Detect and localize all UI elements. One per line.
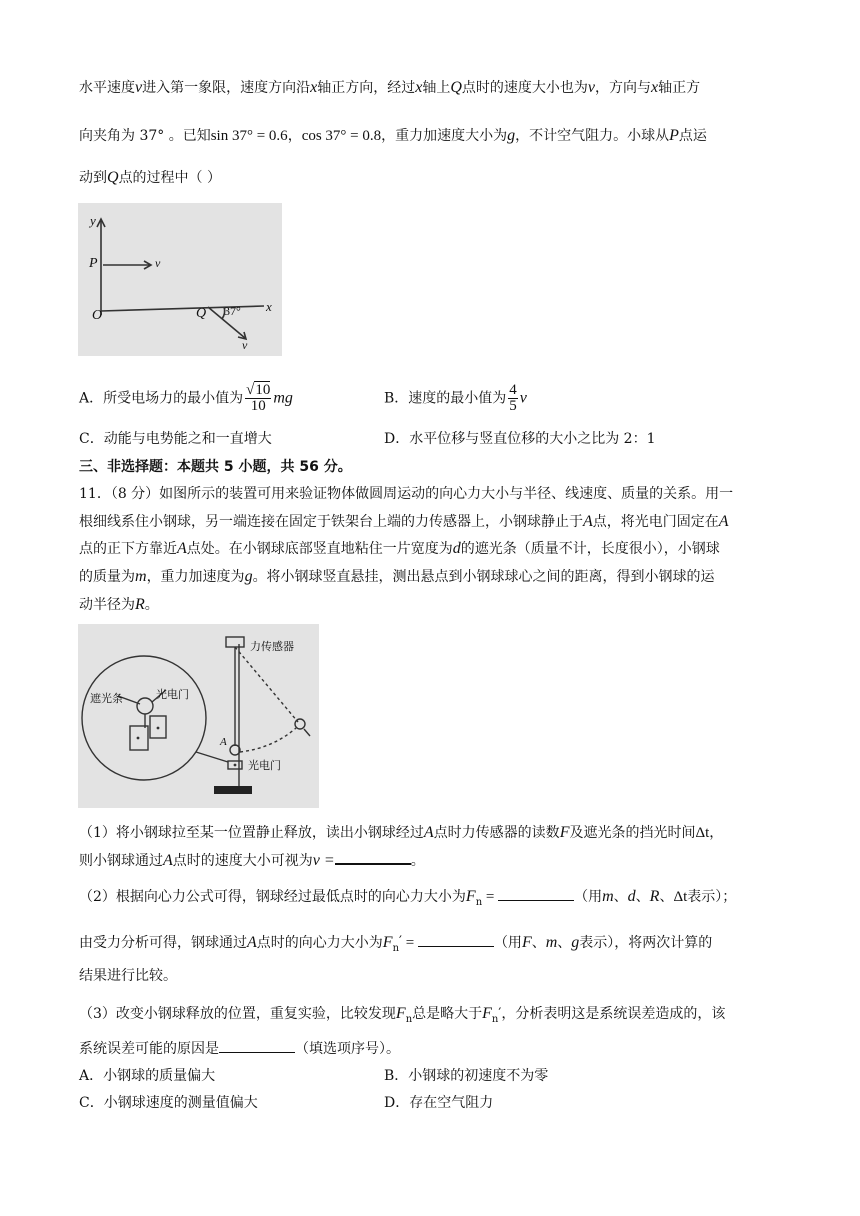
swing-path (240, 728, 296, 752)
photogate-label-bottom: 光电门 (248, 759, 281, 772)
q1-line-b: 则小钢球通过A点时的速度大小可视为v = 。 (79, 849, 425, 871)
answer-blank-2[interactable] (498, 886, 574, 901)
x-axis-label: x (266, 299, 272, 314)
p11-option-c: C．小钢球速度的测量值偏大 (79, 1095, 258, 1111)
p10-line3: 动到Q点的过程中（ ） (79, 169, 222, 186)
force-sensor-box (226, 637, 244, 647)
p10-option-a: A．所受电场力的最小值为 $\frac{√10}{10}$ mg (79, 382, 293, 414)
p11-line1: 11．（8 分）如图所示的装置可用来验证物体做圆周运动的向心力大小与半径、线速度、质量的关系。用一 (79, 486, 734, 502)
ball-swung (295, 719, 305, 729)
q2-line-c: 结果进行比较。 (79, 968, 177, 984)
p11-line3: 点的正下方靠近A点处。在小钢球底部竖直地粘住一片宽度为d的遮光条（质量不计，长度很小），小钢球 (79, 540, 720, 557)
photogate-label-top: 光电门 (156, 688, 189, 701)
p10-option-c: C．动能与电势能之和一直增大 (79, 431, 272, 447)
p11-option-a: A．小钢球的质量偏大 (79, 1068, 216, 1084)
zoom-pointer (196, 752, 228, 762)
zoom-circle (82, 656, 206, 780)
v-label-bottom: v (242, 338, 248, 352)
force-sensor-label: 力传感器 (250, 640, 294, 653)
answer-blank-3[interactable] (418, 932, 494, 947)
zoom-ball (137, 698, 153, 714)
y-axis-label: y (90, 213, 96, 228)
p11-option-d: D．存在空气阻力 (384, 1095, 494, 1111)
trajectory-figure (78, 203, 282, 356)
p10-line1: 水平速度v进入第一象限，速度方向沿x轴正方向，经过x轴上Q点时的速度大小也为v，方向与x轴正方 (79, 79, 701, 96)
answer-blank-4[interactable] (219, 1038, 295, 1053)
point-a-label: A (220, 736, 227, 748)
string-swung (235, 647, 298, 722)
shade-strip-label: 遮光条 (90, 692, 123, 705)
answer-blank-1[interactable] (335, 849, 411, 865)
fraction-4-over-5: $\frac{4}{5}$ (509, 382, 517, 414)
q2-line-a: （2）根据向心力公式可得，钢球经过最低点时的向心力大小为$F_n$ = （用m、d、R、Δt表示）； (79, 888, 737, 908)
q3-line-a: （3）改变小钢球释放的位置，重复实验，比较发现$F_n$总是略大于$F_n'$，分析表明这是系统误差造成的，该 (79, 1005, 726, 1025)
p11-line5: 动半径为R。 (79, 596, 159, 613)
q2-line-b: 由受力分析可得，钢球通过A点时的向心力大小为$F_n'$ = （用F、m、g表示），将两次计算的 (79, 934, 713, 954)
q1-line-a: （1）将小钢球拉至某一位置静止释放，读出小钢球经过A点时力传感器的读数F及遮光条的挡光时间Δt， (79, 824, 724, 841)
stand-base (214, 786, 252, 794)
fraction-sqrt10-over-10: $\frac{√10}{10}$ (246, 382, 271, 414)
apparatus-figure (78, 624, 319, 808)
v-label-top: v (155, 256, 161, 270)
point-p-label: P (89, 256, 98, 271)
p10-line2: 向夹角为 37° 。已知sin 37° = 0.6，cos 37° = 0.8，重力加速度大小为g，不计空气阻力。小球从P点运 (79, 127, 707, 144)
origin-label: O (92, 308, 103, 323)
p11-line2: 根细线系住小钢球，另一端连接在固定于铁架台上端的力传感器上，小钢球静止于A点，将光电门固定在A (79, 513, 729, 530)
p10-option-b: B．速度的最小值为 $\frac{4}{5}$ v (384, 382, 527, 414)
q3-line-b: 系统误差可能的原因是 （填选项序号）。 (79, 1038, 400, 1059)
point-q-label: Q (196, 306, 207, 321)
p11-option-b: B．小钢球的初速度不为零 (384, 1068, 549, 1084)
p11-line4: 的质量为m，重力加速度为g。将小钢球竖直悬挂，测出悬点到小钢球球心之间的距离，得到小钢球的运 (79, 568, 715, 585)
angle-label: 37° (224, 304, 241, 318)
section-3-heading: 三、非选择题：本题共 5 小题，共 56 分。 (79, 459, 352, 475)
p10-option-d: D．水平位移与竖直位移的大小之比为 2：1 (384, 431, 656, 447)
